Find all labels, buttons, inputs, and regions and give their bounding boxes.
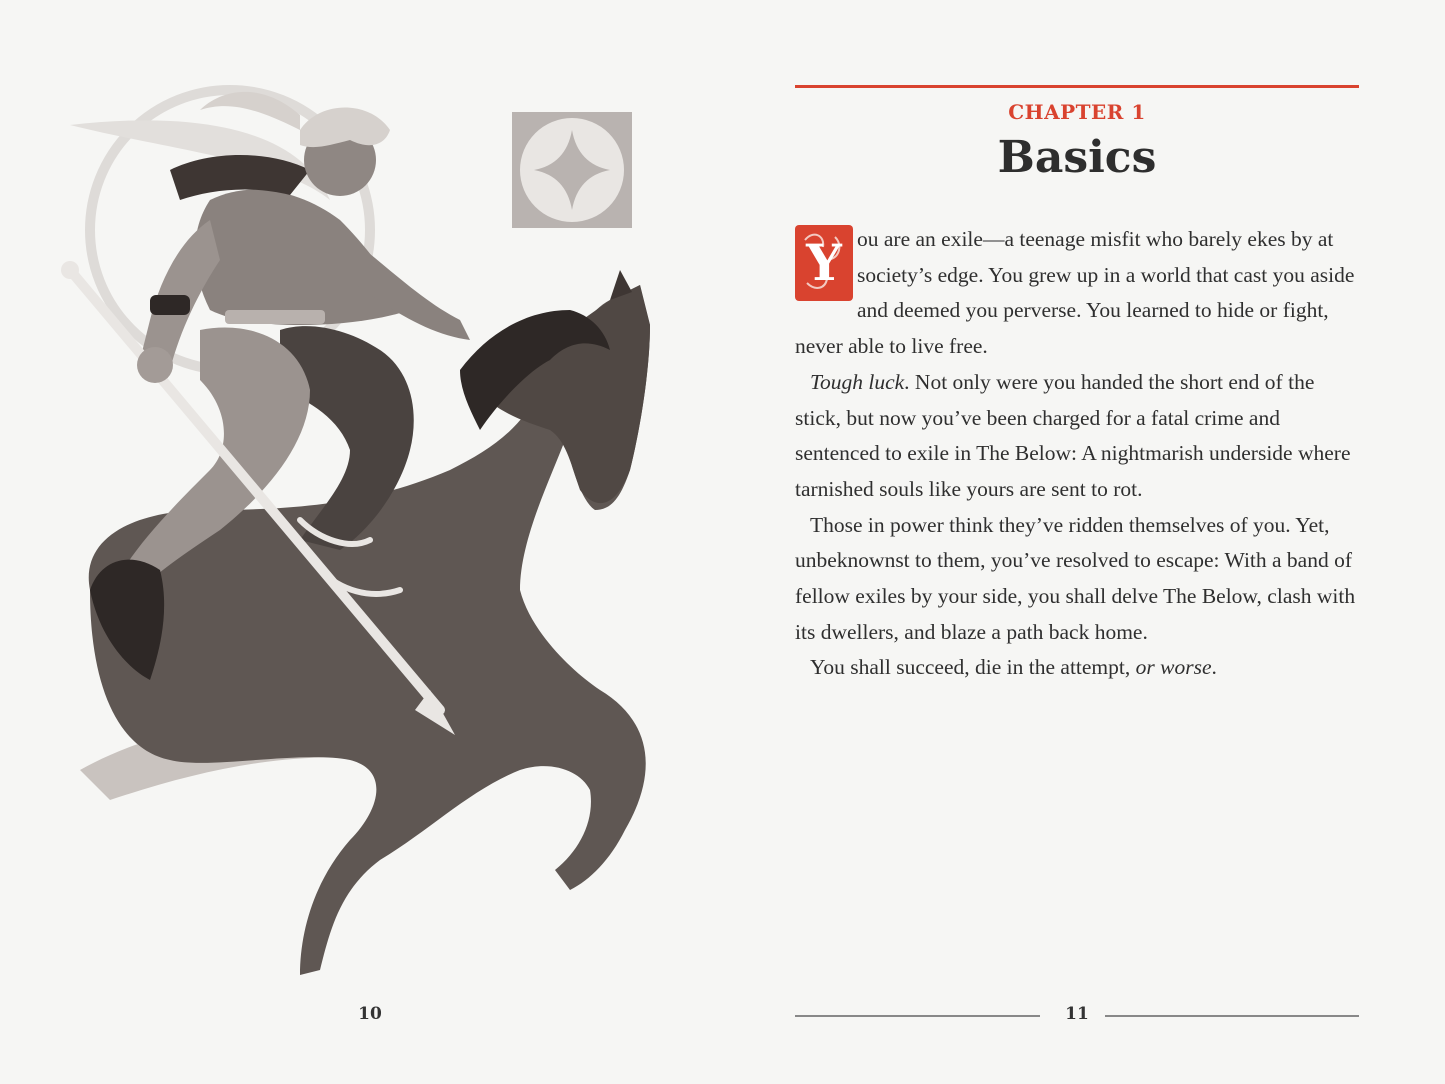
dropcap-letter: Y <box>806 233 842 293</box>
footer-rule-left <box>795 1015 1040 1017</box>
rider-arm-right <box>340 230 470 340</box>
rider-belt <box>225 310 325 324</box>
rider-fist <box>137 347 173 383</box>
chapter-top-rule <box>795 85 1359 88</box>
chapter-title: Basics <box>997 132 1157 183</box>
sword-pommel <box>61 261 79 279</box>
paragraph-2 <box>795 365 1360 508</box>
paragraph-4-end: . <box>1211 655 1217 680</box>
rider-horse-illustration <box>50 70 690 990</box>
chapter-body <box>795 222 1360 686</box>
paragraph-1-text: ou are an exile—a teenage misfit who barely ekes by at society’s edge. You grew up in a world that cast you aside and deemed you perverse. You learned to hide or fight, never able to live free. <box>795 227 1355 359</box>
paragraph-4 <box>795 650 1360 686</box>
footer-rule-right <box>1105 1015 1359 1017</box>
rider-bracer <box>150 295 190 315</box>
right-page <box>722 0 1445 1084</box>
page-number-left: 10 <box>358 1004 382 1024</box>
paragraph-2-emphasis: Tough luck <box>810 369 905 394</box>
rider-torso <box>195 190 410 325</box>
chapter-label: CHAPTER 1 <box>1008 100 1146 124</box>
dropcap <box>795 225 853 301</box>
paragraph-1 <box>795 222 1360 365</box>
left-page <box>0 0 722 1084</box>
paragraph-4-emphasis: or worse <box>1135 655 1212 680</box>
paragraph-2-text: . Not only were you handed the short end of the stick, but now you’ve been charged for a fatal crime and sentenced to exile in The Below: A nightmarish underside where tarnished souls like yours are sent to rot. <box>795 369 1351 501</box>
paragraph-3 <box>795 508 1360 651</box>
paragraph-4-text: You shall succeed, die in the attempt, <box>810 655 1136 680</box>
paragraph-3-text: Those in power think they’ve ridden themselves of you. Yet, unbeknownst to them, you’ve resolved to escape: With a band of fellow exiles by your side, you shall delve The Below, clash with its dwellers, and blaze a path back home. <box>795 512 1356 644</box>
page-number-right: 11 <box>1065 1004 1089 1024</box>
